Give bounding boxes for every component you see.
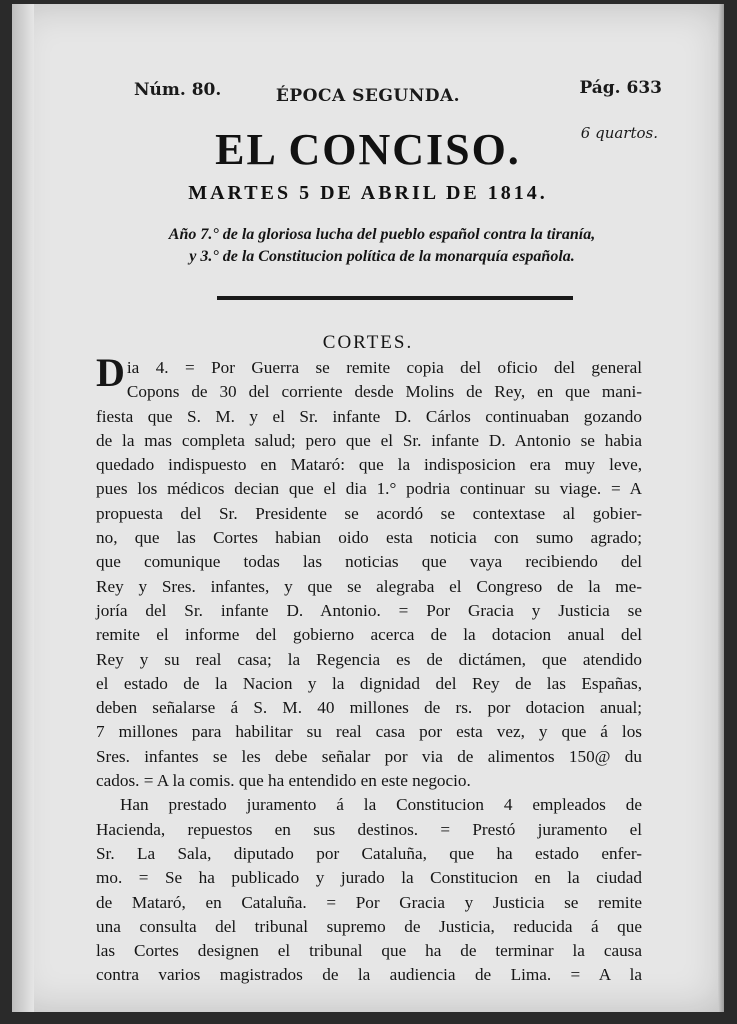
issue-header (12, 78, 724, 142)
newspaper-page (12, 4, 724, 1012)
issue-number: Núm. 80. (134, 80, 222, 100)
body-line: mo. = Se ha publicado y jurado la Constitucion en la ciudad (96, 868, 642, 888)
body-line: Sr. La Sala, diputado por Cataluña, que ha estado enfer- (96, 843, 642, 863)
article-body (96, 350, 642, 988)
page-number: Pág. 633 (579, 78, 662, 98)
body-line: las Cortes designen el tribunal que ha de terminar la causa (96, 941, 642, 961)
body-line: contra varios magistrados de la audiencia de Lima. = A la (96, 965, 642, 985)
body-line: una consulta del tribunal supremo de Justicia, reducida á que (96, 916, 642, 936)
body-line: de Mataró, en Cataluña. = Por Gracia y Justicia se remite (96, 892, 642, 912)
body-line: pues los médicos decian que el dia 1.° podria continuar su viage. = A (96, 479, 642, 499)
body-line: de la mas completa salud; pero que el Sr. infante D. Antonio se habia (96, 430, 642, 450)
body-line: no, que las Cortes habian oido esta noticia con sumo agrado; (96, 528, 642, 548)
section-divider (217, 296, 573, 300)
body-line: Han prestado juramento á la Constitucion 4 empleados de (120, 795, 642, 815)
masthead-title: EL CONCISO. (215, 125, 521, 174)
body-line: 7 millones para habilitar su real casa por esta vez, y que á los (96, 722, 642, 742)
issue-date: MARTES 5 DE ABRIL DE 1814. (188, 182, 548, 204)
body-line: joría del Sr. infante D. Antonio. = Por Gracia y Justicia se (96, 600, 642, 620)
drop-cap: D (96, 350, 125, 395)
epoch-label: ÉPOCA SEGUNDA. (275, 86, 461, 106)
body-line: propuesta del Sr. Presidente se acordó se contextase al gobier- (96, 503, 642, 523)
body-line: deben señalarse á S. M. 40 millones de rs. por dotacion anual; (96, 698, 642, 718)
body-line: Sres. infantes se les debe señalar por via de alimentos 150@ du (96, 746, 642, 766)
price-label: 6 quartos. (580, 124, 658, 142)
body-line: cados. = A la comis. que ha entendido en este negocio. (96, 771, 471, 791)
body-line: quedado indispuesto en Mataró: que la indisposicion era muy leve, (96, 455, 642, 475)
body-line: Hacienda, repuestos en sus destinos. = Prestó juramento el (96, 819, 642, 839)
body-line: fiesta que S. M. y el Sr. infante D. Cárlos continuaban gozando (96, 406, 642, 426)
motto-line: y 3.° de la Constitucion política de la monarquía española. (189, 248, 575, 265)
body-line: que comunique todas las noticias que vaya recibiendo del (96, 552, 642, 572)
section-title: CORTES. (322, 332, 414, 353)
body-line-text: ia 4. = Por Guerra se remite copia del oficio del general (126, 358, 642, 377)
motto (102, 224, 662, 268)
body-line: Copons de 30 del corriente desde Molins de Rey, en que mani- (126, 382, 642, 402)
body-line: remite el informe del gobierno acerca de la dotacion anual del (96, 625, 642, 645)
body-line: Rey y Sres. infantes, y que se alegraba el Congreso de la me- (96, 576, 642, 596)
body-line: Rey y su real casa; la Regencia es de dictámen, que atendido (96, 649, 642, 669)
motto-line: Año 7.° de la gloriosa lucha del pueblo español contra la tiranía, (168, 226, 596, 243)
body-line: el estado de la Nacion y la dignidad del Rey de las Españas, (96, 673, 642, 693)
